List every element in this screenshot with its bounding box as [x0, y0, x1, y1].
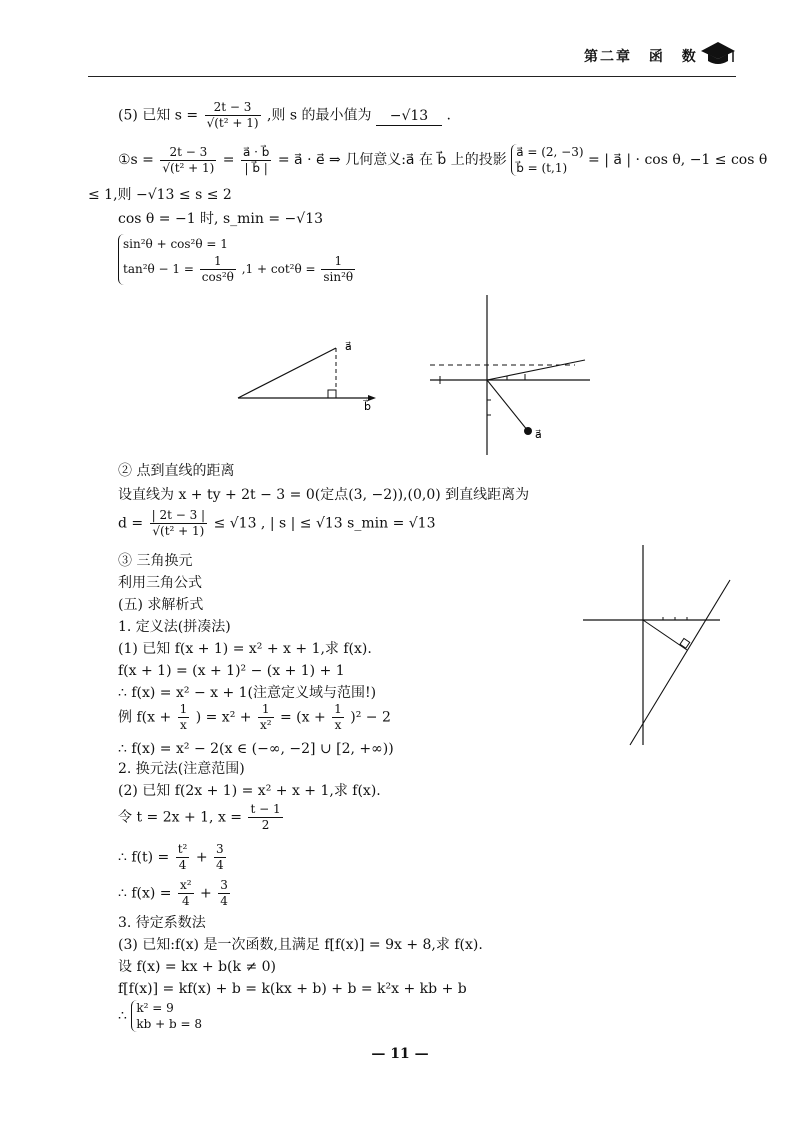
method-1-derivation: ①s = $\frac{2t - 3}{\text{√(t² + 1)}}$ = $\frac{a⃗ \cdot b⃗}{| b⃗ |}$ = a⃗ · e⃗ ⇒ 几何意义:a⃗ 在 b⃗ 上的投影 a⃗ = (2, −3) b⃗ = (t,1) = | a⃗ | · cos θ, −1 ≤ cos θ [118, 144, 768, 175]
problem-1: (1) 已知 f(x + 1) = x² + x + 1,求 f(x). [118, 641, 372, 657]
label-a: a⃗ [345, 340, 352, 353]
coordinate-figure [425, 290, 600, 460]
method-1-step1: f(x + 1) = (x + 1)² − (x + 1) + 1 [118, 663, 345, 679]
chapter-title-b: 数 [681, 49, 698, 65]
method-2-substitution: 令 t = 2x + 1, x = $\frac{t - 1}{2}$ [118, 802, 281, 832]
header-rule [88, 76, 736, 77]
vector-a-line [238, 348, 336, 398]
line-definition: 设直线为 x + ty + 2t − 3 = 0(定点(3, −2)),(0,0) 到直线距离为 [118, 487, 530, 503]
graduation-cap-icon [700, 40, 736, 68]
label-a2: a⃗ [535, 428, 542, 441]
running-header [584, 46, 708, 66]
problem-3: (3) 已知:f(x) 是一次函数,且满足 f[f(x)] = 9x + 8,求 f(x). [118, 937, 483, 953]
chapter-label: 第二章 [584, 49, 632, 65]
trig-formula-note: 利用三角公式 [118, 575, 202, 591]
trig-identities: sin²θ + cos²θ = 1 tan²θ − 1 = $\frac{1}{\text{cos²θ}}$ ,1 + cot²θ = $\frac{1}{\text{sin²θ}}$ [118, 234, 357, 285]
method-1-result: ∴ f(x) = x² − x + 1(注意定义域与范围!) [118, 685, 377, 701]
projection-figure [230, 330, 380, 410]
distance-formula: d = $\frac{| 2t - 3 |}{\text{√(t² + 1)}}$ ≤ √13 , | s | ≤ √13 s_min = √13 [118, 508, 436, 538]
problem-2: (2) 已知 f(2x + 1) = x² + x + 1,求 f(x). [118, 783, 381, 799]
distance-figure [575, 540, 740, 750]
section-trig-substitution: ③ 三角换元 [118, 553, 193, 569]
method-1-title: 1. 定义法(拼凑法) [118, 619, 231, 635]
method-3-assume: 设 f(x) = kx + b(k ≠ 0) [118, 959, 276, 975]
method-1-example: 例 f(x + $\frac{1}{x}$ ) = x² + $\frac{1}{\text{x²}}$ = (x + $\frac{1}{x}$ )² − 2 [118, 702, 391, 732]
method-1-example-result: ∴ f(x) = x² − 2(x ∈ (−∞, −2] ∪ [2, +∞)) [118, 741, 394, 757]
range-line: ≤ 1,则 −√13 ≤ s ≤ 2 [88, 187, 232, 203]
problem-5: (5) 已知 s = $\frac{2t - 3}{\text{√(t² + 1)}}$ ,则 s 的最小值为 −√13 . [118, 100, 451, 130]
section-point-line-distance: ② 点到直线的距离 [118, 463, 235, 479]
label-b: b⃗ [364, 400, 371, 410]
page-number: — 11 — [371, 1046, 429, 1062]
method-3-system: ∴ k² = 9 kb + b = 8 [118, 1001, 203, 1031]
section-find-expression: (五) 求解析式 [118, 597, 204, 613]
method-2-title: 2. 换元法(注意范围) [118, 761, 245, 777]
method-2-fx: ∴ f(x) = $\frac{\text{x²}}{4}$ + $\frac{3}{4}$ [118, 878, 228, 908]
method-2-ft: ∴ f(t) = $\frac{\text{t²}}{4}$ + $\frac{3}{4}$ [118, 842, 224, 872]
line-l [630, 580, 730, 745]
min-value-line: cos θ = −1 时, s_min = −√13 [118, 211, 324, 227]
chapter-title-a: 函 [648, 49, 665, 65]
answer-blank: −√13 [376, 107, 442, 126]
method-3-title: 3. 待定系数法 [118, 915, 206, 931]
method-3-compose: f[f(x)] = kf(x) + b = k(kx + b) + b = k²x + kb + b [118, 981, 467, 997]
